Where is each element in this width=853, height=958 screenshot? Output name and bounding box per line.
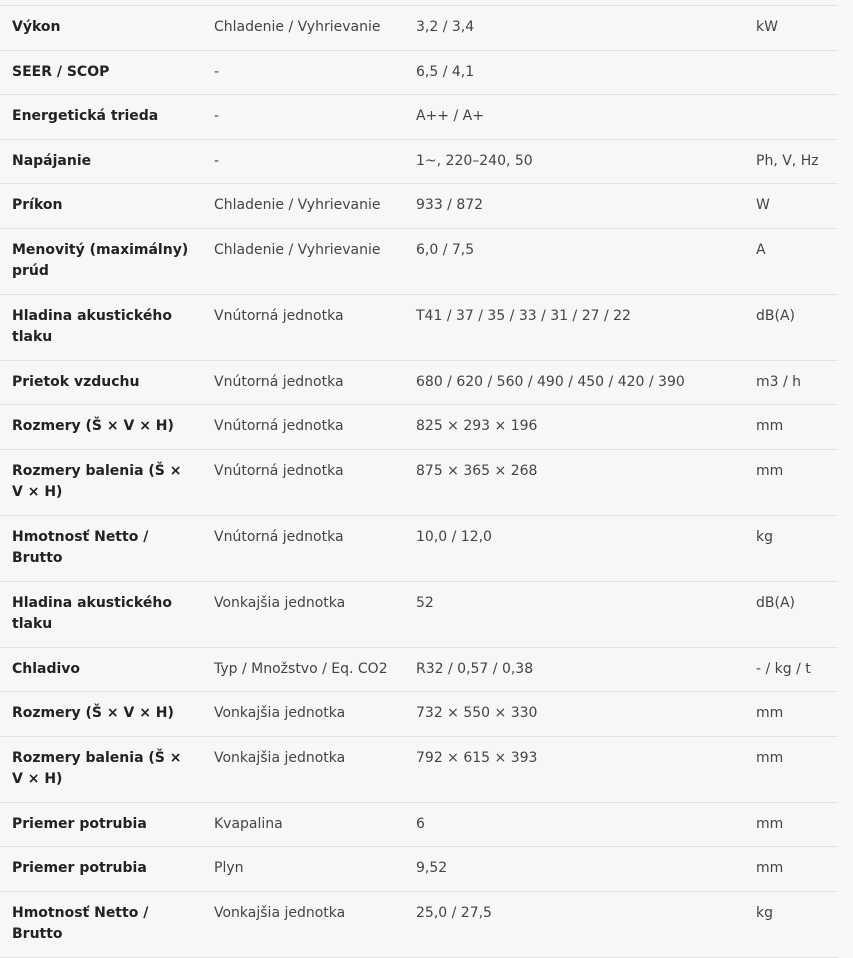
spec-condition: Chladenie / Vyhrievanie [214,19,381,35]
spec-parameter: Rozmery (Š × V × H) [12,705,174,721]
spec-parameter: Priemer potrubia [12,860,147,876]
spec-unit: kW [756,19,778,35]
spec-parameter: Chladivo [12,660,81,677]
spec-value: R32 / 0,57 / 0,38 [416,660,534,677]
spec-row [0,405,838,450]
spec-parameter: Napájanie [12,152,92,169]
spec-parameter: Priemer potrubia [12,815,147,832]
spec-value: 6 [416,815,425,832]
spec-row [0,736,838,802]
spec-row [0,647,838,692]
spec-condition: - [214,63,220,80]
spec-parameter: SEER / SCOP [12,63,110,80]
spec-parameter: Výkon [12,19,61,35]
spec-row [0,184,838,229]
spec-parameter: Rozmery balenia (Š × V × H) [12,749,182,787]
spec-condition: Plyn [214,860,244,876]
spec-value: 6,5 / 4,1 [416,63,475,80]
spec-condition: Vonkajšia jednotka [214,904,346,921]
spec-condition: Typ / Množstvo / Eq. CO2 [214,660,388,677]
spec-parameter: Rozmery (Š × V × H) [12,418,174,434]
spec-condition: Chladenie / Vyhrievanie [214,197,381,213]
spec-value: 875 × 365 × 268 [416,462,538,479]
spec-value: 3,2 / 3,4 [416,19,475,35]
spec-unit: Ph, V, Hz [756,152,819,169]
spec-parameter: Hmotnosť Netto / Brutto [12,904,149,942]
spec-parameter: Rozmery balenia (Š × V × H) [12,462,182,500]
spec-unit: kg [756,904,773,921]
spec-unit: dB(A) [756,307,795,324]
spec-unit: mm [756,860,784,876]
spec-row [0,515,838,581]
spec-condition: Vonkajšia jednotka [214,749,346,766]
spec-unit: mm [756,705,784,721]
spec-value: 1~, 220–240, 50 [416,152,533,169]
spec-row [0,581,838,647]
spec-row [0,449,838,515]
spec-parameter: Menovitý (maximálny) prúd [12,241,189,279]
spec-row [0,294,838,360]
spec-unit: mm [756,815,784,832]
spec-value: 792 × 615 × 393 [416,749,538,766]
spec-unit: kg [756,528,773,545]
spec-condition: Vnútorná jednotka [214,528,344,545]
spec-parameter: Hladina akustického tlaku [12,307,172,345]
spec-unit: mm [756,418,784,434]
specifications-table-body [0,6,838,958]
spec-value: 933 / 872 [416,197,484,213]
spec-parameter: Prietok vzduchu [12,373,140,390]
spec-value: T41 / 37 / 35 / 33 / 31 / 27 / 22 [416,307,631,324]
spec-row [0,95,838,140]
spec-unit: dB(A) [756,594,795,611]
spec-value: 825 × 293 × 196 [416,418,538,434]
specifications-table [0,5,838,958]
spec-condition: Vnútorná jednotka [214,373,344,390]
spec-condition: Vonkajšia jednotka [214,594,346,611]
spec-parameter: Energetická trieda [12,108,159,124]
spec-value: 732 × 550 × 330 [416,705,538,721]
spec-condition: Kvapalina [214,815,283,832]
spec-condition: - [214,152,220,169]
spec-row [0,692,838,737]
spec-value: 6,0 / 7,5 [416,241,475,258]
spec-value: 9,52 [416,860,448,876]
spec-condition: Chladenie / Vyhrievanie [214,241,381,258]
spec-parameter: Hmotnosť Netto / Brutto [12,528,149,566]
spec-row [0,891,838,957]
spec-condition: Vnútorná jednotka [214,418,344,434]
spec-condition: Vnútorná jednotka [214,307,344,324]
spec-value: 52 [416,594,434,611]
spec-unit: A [756,241,766,258]
spec-unit [744,95,838,140]
spec-condition: - [214,108,220,124]
spec-condition: Vnútorná jednotka [214,462,344,479]
spec-unit: W [756,197,770,213]
spec-value: 25,0 / 27,5 [416,904,492,921]
spec-value: 680 / 620 / 560 / 490 / 450 / 420 / 390 [416,373,685,390]
spec-parameter: Hladina akustického tlaku [12,594,172,632]
spec-unit: m3 / h [756,373,802,390]
spec-row [0,802,838,847]
spec-row [0,50,838,95]
spec-unit [744,50,838,95]
spec-condition: Vonkajšia jednotka [214,705,346,721]
spec-value: 10,0 / 12,0 [416,528,492,545]
spec-unit: - / kg / t [756,660,811,677]
spec-parameter: Príkon [12,197,63,213]
spec-unit: mm [756,749,784,766]
spec-row [0,228,838,294]
spec-unit: mm [756,462,784,479]
spec-row [0,847,838,892]
spec-row [0,360,838,405]
spec-value: A++ / A+ [416,108,484,124]
spec-row [0,139,838,184]
spec-row [0,6,838,51]
